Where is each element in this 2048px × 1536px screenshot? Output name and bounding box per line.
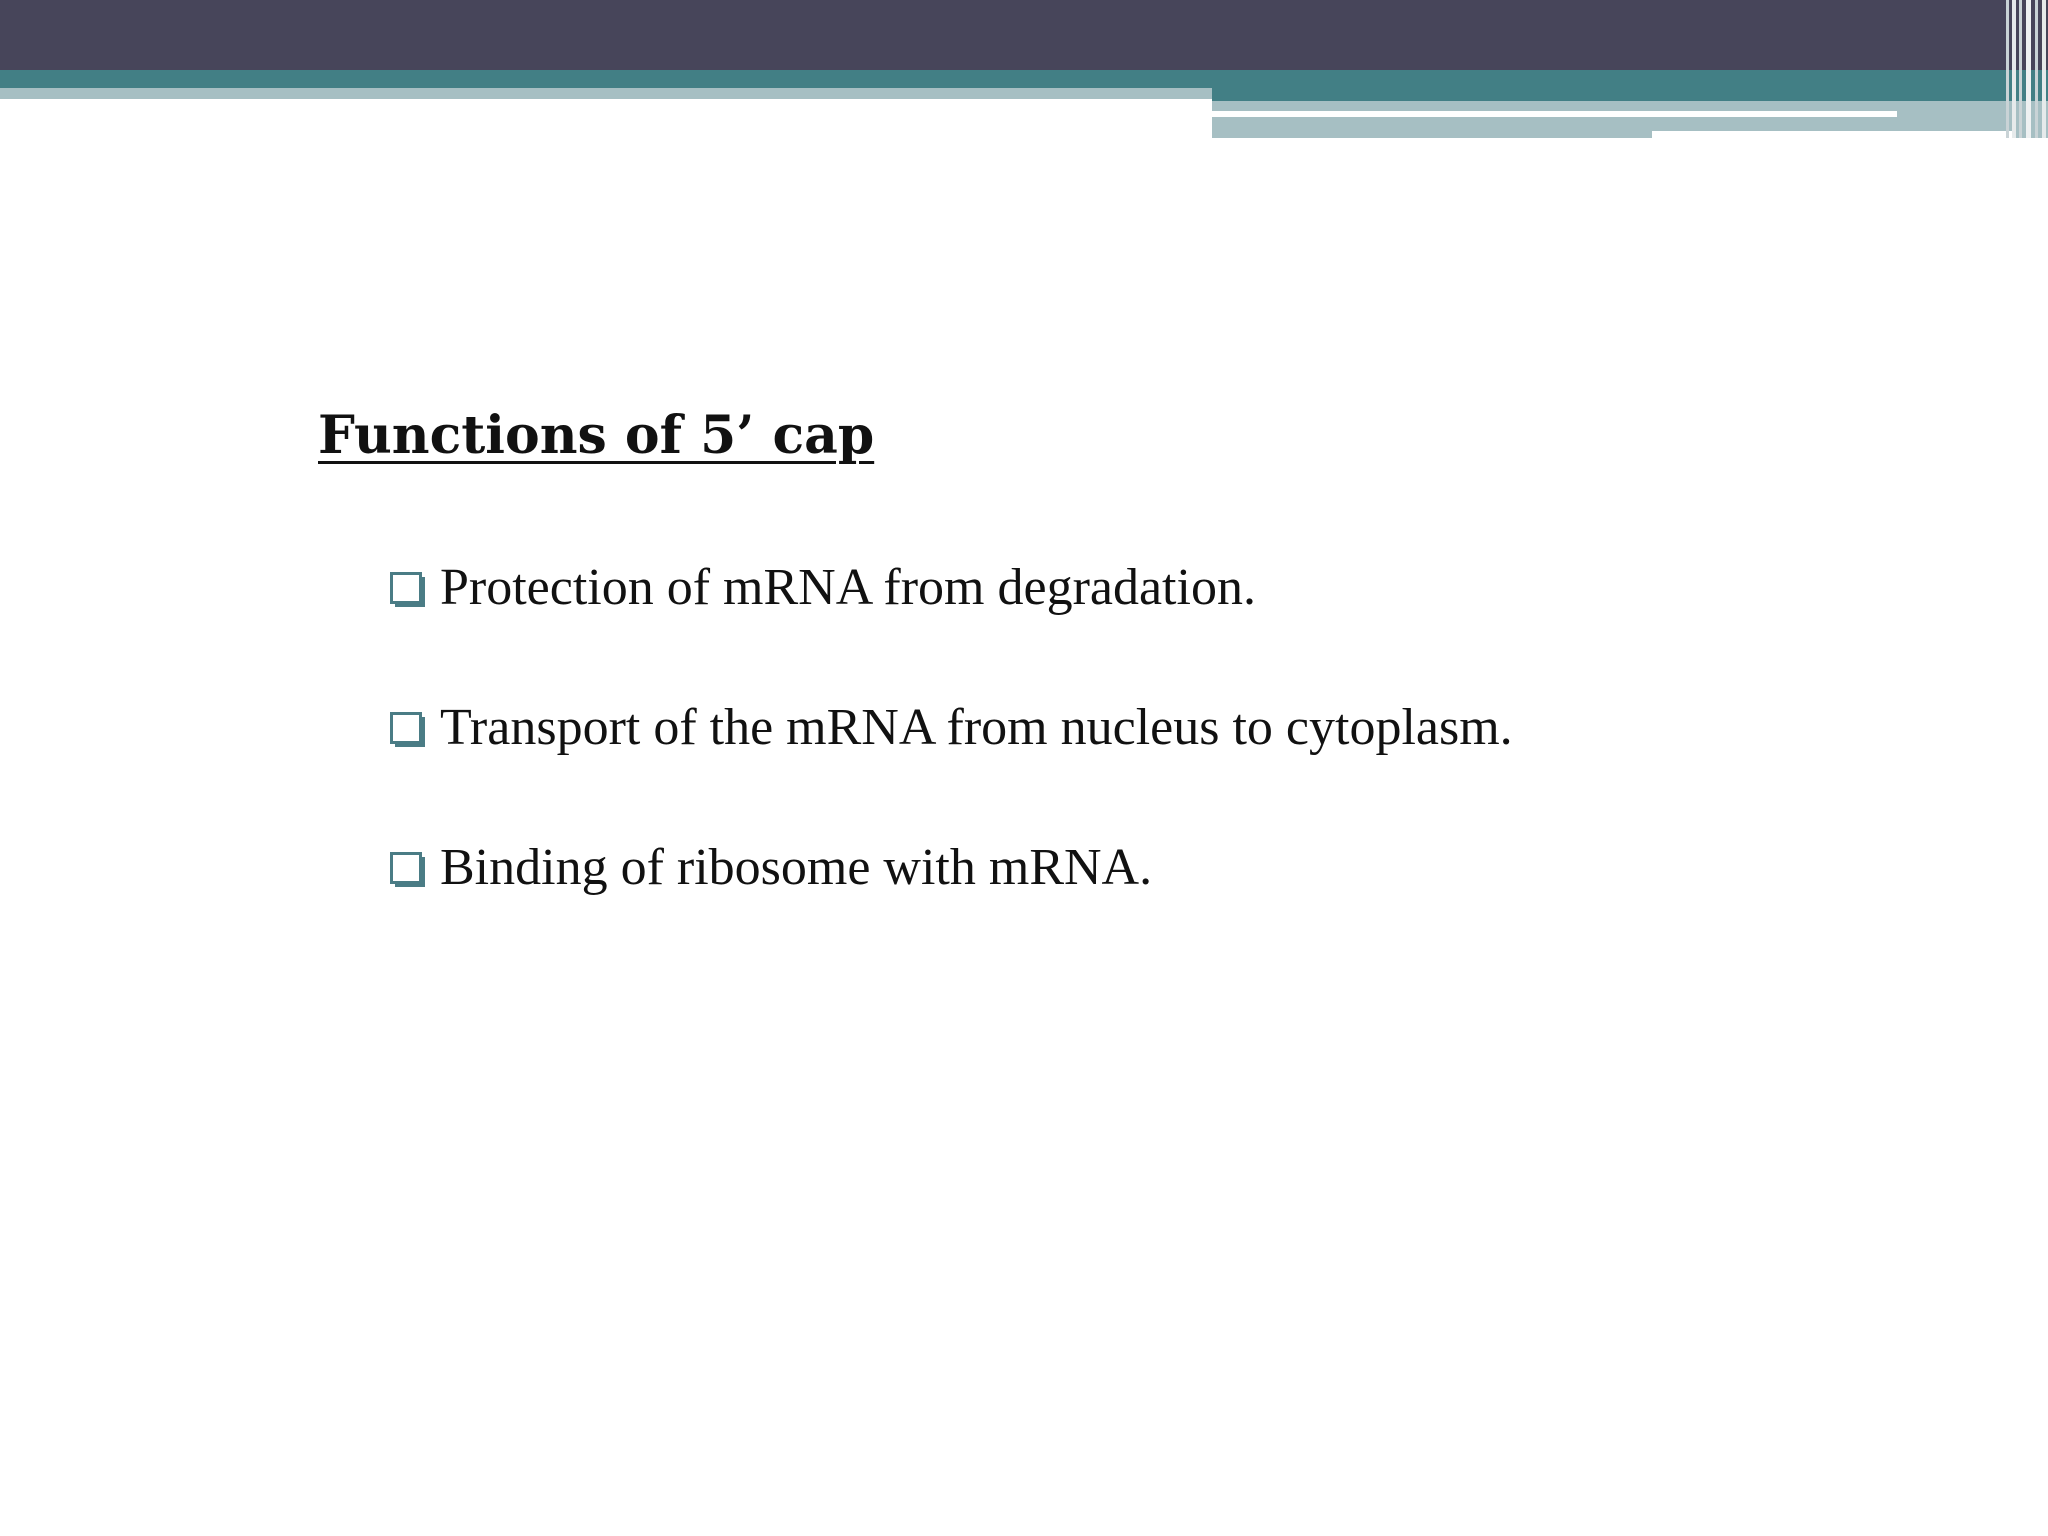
stripe [2042,0,2046,138]
header-vertical-stripes [2004,0,2048,138]
stripe [2026,0,2031,138]
stripe [2012,0,2016,138]
square-checkbox-icon [390,712,426,748]
stripe [2006,0,2009,138]
bullet-text: Binding of ribosome with mRNA. [440,839,1153,896]
bullet-text: Protection of mRNA from degradation. [440,559,1256,616]
bullet-item [390,835,1513,975]
header-teal-bar-right [1212,70,2048,101]
square-checkbox-icon [390,852,426,888]
bullet-item [390,555,1513,695]
header-dark-bar [0,0,2048,70]
header-white-block [1652,131,2012,141]
header-teal-bar-left [0,70,1212,88]
slide-title: Functions of 5’ cap [318,405,875,466]
stripe [2035,0,2038,138]
stripe [2019,0,2022,138]
bullet-text: Transport of the mRNA from nucleus to cytoplasm. [440,699,1513,756]
header-light-bar-left [0,88,1212,99]
square-checkbox-icon [390,572,426,608]
bullet-item [390,695,1513,835]
header-white-line [1212,111,1897,117]
bullet-list [390,555,1513,975]
